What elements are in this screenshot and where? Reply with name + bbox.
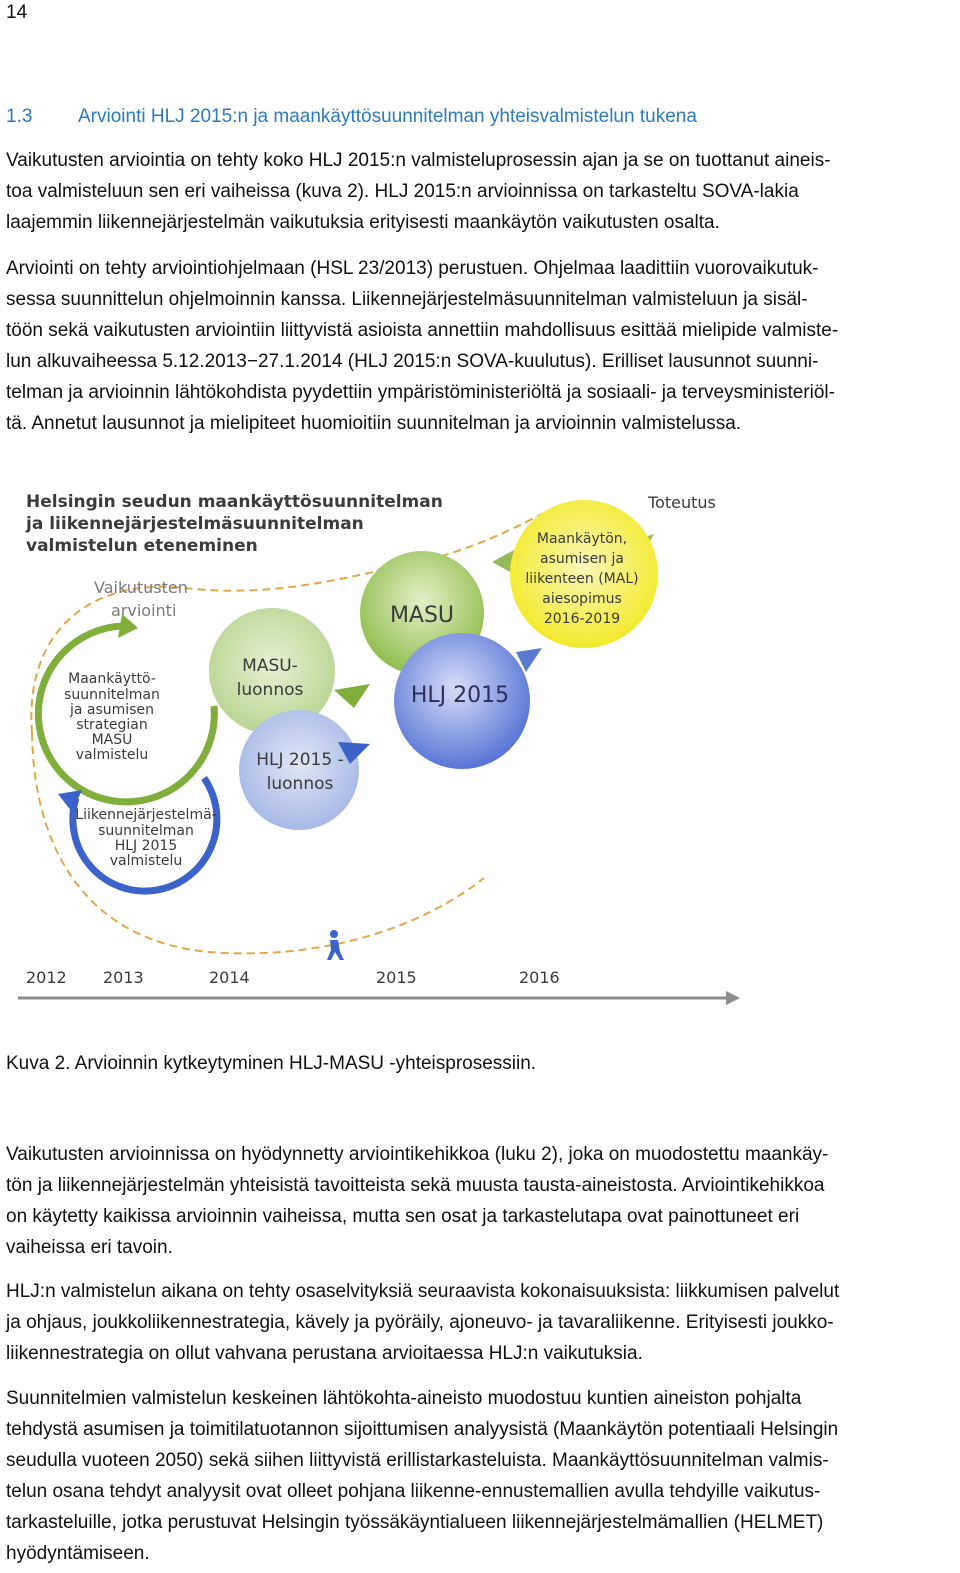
hlj-draft-circle [239,710,359,830]
green-chevron-icon [334,684,370,708]
hlj-draft-label: luonnos [266,774,334,794]
mal-line: liikenteen (MAL) [525,571,639,587]
text-line: Vaikutusten arvioinnissa on hyödynnetty arviointikehikkoa (luku 2), joka on muodostettu maankäy- [6,1144,829,1165]
text-line: tä. Annetut lausunnot ja mielipiteet huomioitiin suunnitelman ja arvioinnin valmistelussa. [6,413,742,434]
intro-paragraph [6,145,956,238]
year-label: 2016 [519,968,560,987]
text-line: Suunnitelmien valmistelun keskeinen lähtökohta-aineisto muodostuu kuntien aineiston pohjalta [6,1388,802,1409]
hlj-prep-line: HLJ 2015 [114,838,178,854]
masu-label: MASU [389,603,455,628]
text-line: on käytetty kaikissa arvioinnin vaiheissa, mutta sen osat ja tarkastelutapa ovat painottuneet eri [6,1206,800,1227]
source-material-paragraph [6,1383,956,1569]
section-title: Arviointi HLJ 2015:n ja maankäyttösuunnitelman yhteisvalmistelun tukena [78,106,697,127]
year-label: 2014 [209,968,250,987]
text-line: tarkasteluille, jotka perustuvat Helsingin työssäkäyntialueen liikennejärjestelmämallien (HELMET) [6,1512,824,1533]
year-label: 2015 [376,968,417,987]
text-line: hyödyntämiseen. [6,1543,150,1564]
masu-prep-line: suunnitelman [64,687,160,703]
hlj-prep-line: suunnitelman [98,823,194,839]
figure-title-line: valmistelun eteneminen [26,536,258,556]
text-line: tehdystä asumisen ja toimitilatuotannon sijoittumisen analyysistä (Maankäytön potentiaali Helsingin [6,1419,839,1440]
year-label: 2012 [26,968,67,987]
masu-prep-line: strategian [76,717,148,733]
text-line: vaiheissa eri tavoin. [6,1237,173,1258]
text-line: toa valmisteluun sen eri vaiheissa (kuva 2). HLJ 2015:n arvioinnissa on tarkasteltu SOVA-lakia [6,181,799,202]
section-heading [6,106,697,128]
text-line: telman ja arvioinnin lähtökohdista pyydettiin ympäristöministeriöltä ja sosiaali- ja terveysministeriöl- [6,382,835,403]
mal-line: asumisen ja [540,551,624,567]
masu-draft-label: MASU- [242,656,298,676]
timeline-arrowhead [726,991,740,1005]
text-line: Vaikutusten arviointia on tehty koko HLJ 2015:n valmisteluprosessin ajan ja se on tuottanut aineis- [6,150,831,171]
hlj-prep-line: Liikennejärjestelmä- [75,807,217,823]
text-line: seudulla vuoteen 2050) sekä siihen liittyvistä erillistarkasteluista. Maankäyttösuunnitelman valmis- [6,1450,829,1471]
process-figure [14,478,754,1016]
hlj-prep-line: valmistelu [109,853,183,869]
mal-line: Maankäytön, [536,531,628,547]
masu-draft-label: luonnos [236,680,304,700]
toteutus-label: Toteutus [648,493,716,512]
substudies-paragraph [6,1276,956,1369]
mal-line: 2016-2019 [543,611,621,627]
text-line: liikennestrategia on ollut vahvana perustana arvioitaessa HLJ:n vaikutuksia. [6,1343,643,1364]
text-line: töön sekä vaikutusten arviointiin liittyvistä asioista annettiin mahdollisuus esittää mielipide valmiste- [6,320,839,341]
masu-prep-line: MASU [91,732,133,748]
masu-prep-line: ja asumisen [70,702,154,718]
text-line: ja ohjaus, joukkoliikennestrategia, kävely ja pyöräily, ajoneuvo- ja tavaraliikenne. Erityisesti joukko- [6,1312,834,1333]
arviointi-label: arviointi [111,601,177,620]
framework-paragraph [6,1139,956,1263]
section-number: 1.3 [6,106,33,127]
text-line: Arviointi on tehty arviointiohjelmaan (HSL 23/2013) perustuen. Ohjelmaa laadittiin vuorovaikutuk- [6,258,819,279]
masu-prep-line: Maankäyttö- [68,671,156,687]
text-line: laajemmin liikennejärjestelmän vaikutuksia erityisesti maankäytön vaikutusten osalta. [6,212,720,233]
page-number: 14 [6,2,28,23]
text-line: HLJ:n valmistelun aikana on tehty osaselvityksiä seuraavista kokonaisuuksista: liikkumisen palvelut [6,1281,840,1302]
vaikutusten-label: Vaikutusten [94,578,188,597]
mal-line: aiesopimus [542,591,622,607]
text-line: telun osana tehdyt analyysit ovat olleet pohjana liikenne-ennustemallien avulla tehdyille vaikutus- [6,1481,821,1502]
masu-prep-line: valmistelu [75,747,149,763]
assessment-program-paragraph [6,253,956,439]
figure-title-line: ja liikennejärjestelmäsuunnitelman [26,514,364,534]
text-line: tön ja liikennejärjestelmän yhteisistä tavoitteista sekä muusta tausta-aineistosta. Arviointikehikkoa [6,1175,825,1196]
text-line: sessa suunnittelun ohjelmoinnin kanssa. Liikennejärjestelmäsuunnitelman valmisteluun ja sisäl- [6,289,808,310]
hlj-label: HLJ 2015 [410,683,510,708]
hlj-draft-label: HLJ 2015 - [256,750,344,770]
figure-caption: Kuva 2. Arvioinnin kytkeytyminen HLJ-MASU -yhteisprosessiin. [6,1053,537,1074]
text-line: lun alkuvaiheessa 5.12.2013−27.1.2014 (HLJ 2015:n SOVA-kuulutus). Erilliset lausunnot suunni- [6,351,819,372]
year-label: 2013 [103,968,144,987]
figure-title-line: Helsingin seudun maankäyttösuunnitelman [26,492,443,512]
